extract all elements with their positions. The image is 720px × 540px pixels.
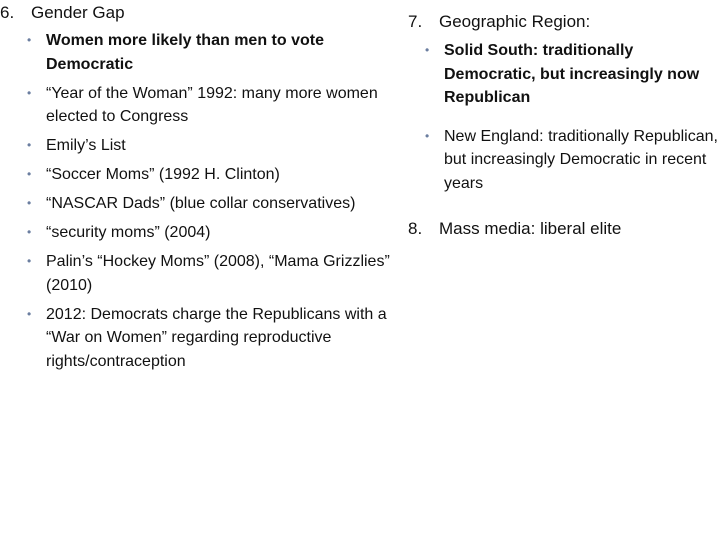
- list-item-text: Emily’s List: [46, 137, 126, 154]
- list-item: [418, 125, 718, 196]
- bullet-icon: •: [27, 85, 32, 100]
- section-8-heading: [408, 219, 621, 239]
- list-item-text: 2012: Democrats charge the Republicans with a “War on Women” regarding reproductive rights/contraception: [46, 305, 387, 370]
- section-7-title: Geographic Region:: [439, 12, 591, 31]
- section-7-heading: [408, 12, 590, 32]
- list-item-text: “security moms” (2004): [46, 224, 211, 241]
- list-item-text: New England: traditionally Republican, but increasingly Democratic in recent years: [444, 127, 718, 192]
- bullet-icon: •: [27, 225, 32, 239]
- geographic-region-list: [418, 39, 718, 210]
- section-6-number: 6.: [0, 3, 15, 22]
- list-item-text: Women more likely than men to vote Democratic: [46, 32, 324, 73]
- bullet-icon: •: [425, 43, 430, 57]
- list-item: [418, 39, 718, 110]
- list-item: [20, 29, 400, 76]
- list-item: [20, 303, 400, 374]
- section-8-number: 8.: [408, 219, 423, 238]
- bullet-icon: •: [27, 33, 32, 47]
- list-item: [20, 250, 400, 297]
- list-item: [20, 134, 400, 158]
- list-item-text: “NASCAR Dads” (blue collar conservatives): [46, 195, 356, 212]
- list-item: [20, 192, 400, 216]
- list-item: [20, 221, 400, 245]
- section-6-heading: [0, 3, 125, 23]
- list-item: [20, 163, 400, 187]
- section-8-title: Mass media: liberal elite: [439, 219, 622, 238]
- section-6-title: Gender Gap: [31, 3, 125, 22]
- bullet-icon: •: [27, 306, 32, 321]
- bullet-icon: •: [27, 196, 32, 210]
- list-item-text: Palin’s “Hockey Moms” (2008), “Mama Grizzlies” (2010): [46, 253, 390, 294]
- section-7-number: 7.: [408, 12, 423, 31]
- list-item-text: “Year of the Woman” 1992: many more women elected to Congress: [46, 84, 378, 125]
- list-item: [20, 82, 400, 129]
- bullet-icon: •: [27, 167, 32, 181]
- list-item-text: “Soccer Moms” (1992 H. Clinton): [46, 166, 280, 183]
- bullet-icon: •: [425, 128, 430, 143]
- list-item-text: Solid South: traditionally Democratic, but increasingly now Republican: [444, 42, 700, 106]
- bullet-icon: •: [27, 138, 32, 152]
- bullet-icon: •: [27, 254, 32, 268]
- gender-gap-list: [20, 29, 400, 379]
